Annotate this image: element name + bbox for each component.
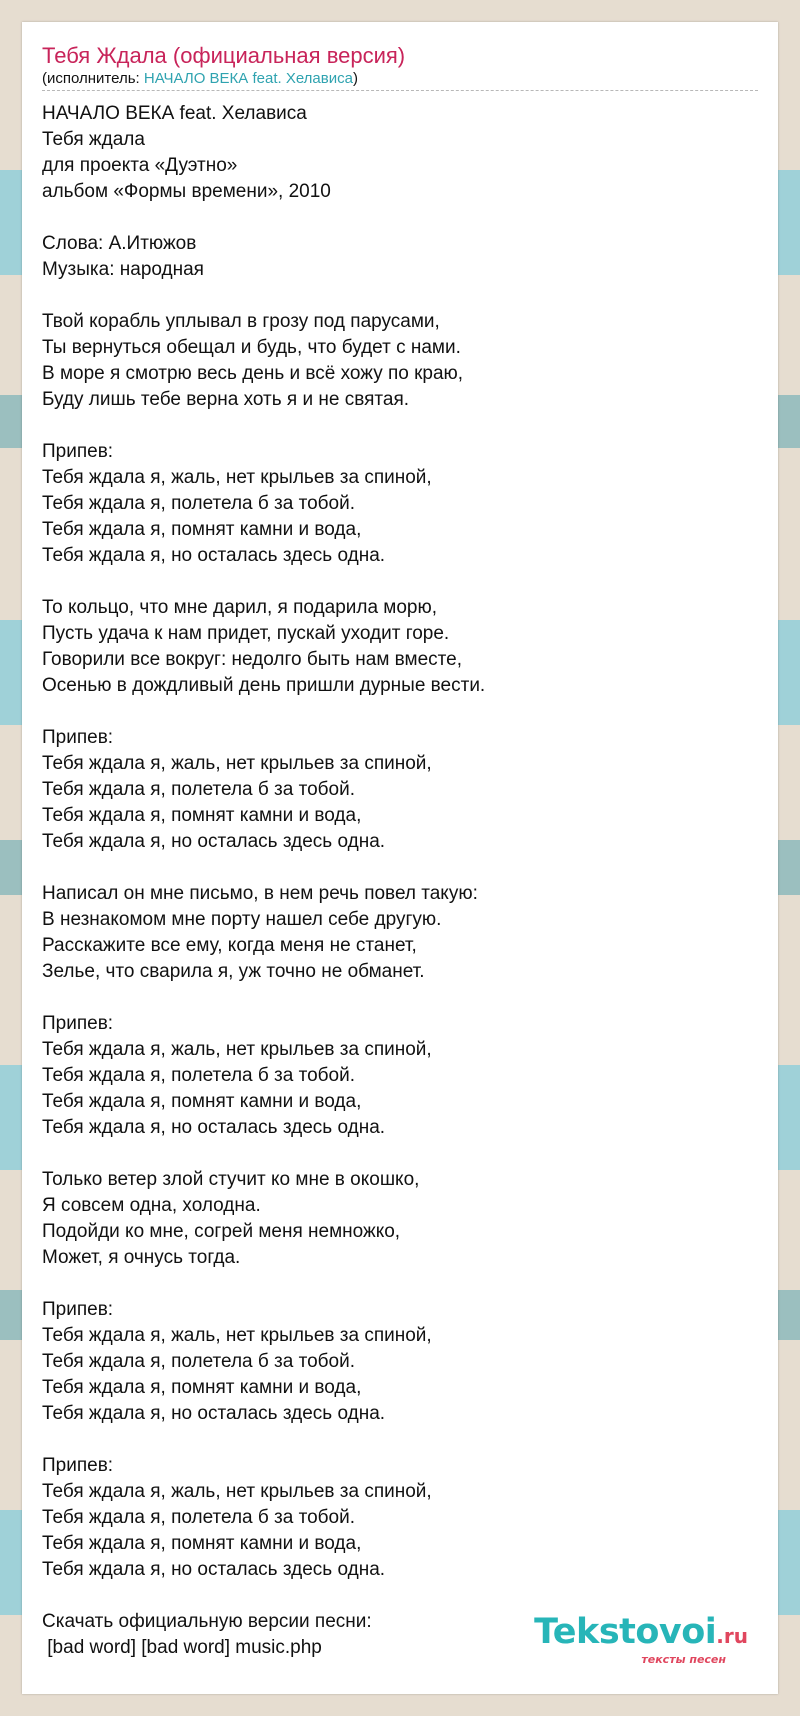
- lyrics-line: Тебя ждала я, жаль, нет крыльев за спиной,: [42, 1325, 432, 1346]
- page-title: Тебя Ждала (официальная версия): [42, 43, 406, 68]
- logo-wordmark: [528, 1614, 748, 1654]
- site-logo[interactable]: [528, 1614, 748, 1666]
- lyrics-line: Припев:: [42, 441, 114, 462]
- lyrics-line: То кольцо, что мне дарил, я подарила морю,: [42, 597, 438, 618]
- lyrics-line: Тебя ждала я, полетела б за тобой.: [42, 1351, 355, 1372]
- lyrics-line: Слова: А.Итюжов: [42, 233, 197, 254]
- lyrics-line: Твой корабль уплывал в грозу под парусами,: [42, 311, 440, 332]
- lyrics-line: альбом «Формы времени», 2010: [42, 181, 331, 202]
- lyrics-line: Тебя ждала я, жаль, нет крыльев за спиной,: [42, 753, 432, 774]
- lyrics-line: Тебя ждала я, помнят камни и вода,: [42, 805, 362, 826]
- lyrics-line: Припев:: [42, 1455, 114, 1476]
- lyrics-line: Тебя ждала я, жаль, нет крыльев за спиной,: [42, 1481, 432, 1502]
- lyrics-line: Тебя ждала я, жаль, нет крыльев за спиной,: [42, 467, 432, 488]
- lyrics-line: Тебя ждала: [42, 129, 145, 150]
- lyrics-line: Я совсем одна, холодна.: [42, 1195, 261, 1216]
- artist-link[interactable]: НАЧАЛО ВЕКА feat. Хелависа: [143, 70, 353, 87]
- lyrics-line: Пусть удача к нам придет, пускай уходит горе.: [42, 623, 450, 644]
- lyrics-line: Подойди ко мне, согрей меня немножко,: [42, 1221, 401, 1242]
- lyrics-blank-line: [42, 1427, 758, 1453]
- content: [42, 42, 758, 1661]
- lyrics-line: Только ветер злой стучит ко мне в окошко,: [42, 1169, 420, 1190]
- lyrics-card: [22, 22, 778, 1694]
- logo-tagline: тексты песен: [641, 1653, 726, 1666]
- lyrics-line: В незнакомом мне порту нашел себе другую.: [42, 909, 442, 930]
- lyrics-line: Припев:: [42, 727, 114, 748]
- lyrics-line: В море я смотрю весь день и всё хожу по краю,: [42, 363, 464, 384]
- lyrics-blank-line: [42, 1141, 758, 1167]
- lyrics-line: Тебя ждала я, жаль, нет крыльев за спиной,: [42, 1039, 432, 1060]
- lyrics-line: Осенью в дождливый день пришли дурные вести.: [42, 675, 486, 696]
- lyrics-line: Тебя ждала я, полетела б за тобой.: [42, 1065, 355, 1086]
- lyrics-text: [42, 101, 758, 1661]
- lyrics-line: Припев:: [42, 1013, 114, 1034]
- lyrics-line: Тебя ждала я, помнят камни и вода,: [42, 1377, 362, 1398]
- lyrics-line: НАЧАЛО ВЕКА feat. Хелависа: [42, 103, 307, 124]
- lyrics-line: Написал он мне письмо, в нем речь повел такую:: [42, 883, 478, 904]
- lyrics-line: Припев:: [42, 1299, 114, 1320]
- lyrics-line: Скачать официальную версии песни:: [42, 1611, 372, 1632]
- lyrics-line: Тебя ждала я, полетела б за тобой.: [42, 493, 355, 514]
- lyrics-line: Тебя ждала я, полетела б за тобой.: [42, 779, 355, 800]
- lyrics-line: Тебя ждала я, но осталась здесь одна.: [42, 1403, 386, 1424]
- lyrics-blank-line: [42, 855, 758, 881]
- lyrics-line: Тебя ждала я, помнят камни и вода,: [42, 1533, 362, 1554]
- lyrics-blank-line: [42, 413, 758, 439]
- lyrics-blank-line: [42, 1583, 758, 1609]
- lyrics-line: [bad word] [bad word] music.php: [42, 1637, 322, 1658]
- lyrics-line: Зелье, что сварила я, уж точно не обманет.: [42, 961, 425, 982]
- lyrics-line: Музыка: народная: [42, 259, 204, 280]
- artist-prefix: (исполнитель:: [42, 70, 144, 87]
- lyrics-line: Тебя ждала я, полетела б за тобой.: [42, 1507, 355, 1528]
- lyrics-line: Может, я очнусь тогда.: [42, 1247, 241, 1268]
- lyrics-line: Тебя ждала я, помнят камни и вода,: [42, 1091, 362, 1112]
- artist-line: [42, 70, 758, 91]
- lyrics-line: Расскажите все ему, когда меня не станет,: [42, 935, 417, 956]
- lyrics-line: Ты вернуться обещал и будь, что будет с нами.: [42, 337, 461, 358]
- lyrics-line: Говорили все вокруг: недолго быть нам вместе,: [42, 649, 463, 670]
- logo-main-text: Tekstovoi: [534, 1612, 717, 1652]
- lyrics-blank-line: [42, 1271, 758, 1297]
- lyrics-line: Буду лишь тебе верна хоть я и не святая.: [42, 389, 410, 410]
- lyrics-line: Тебя ждала я, но осталась здесь одна.: [42, 1117, 386, 1138]
- lyrics-blank-line: [42, 699, 758, 725]
- lyrics-line: Тебя ждала я, но осталась здесь одна.: [42, 545, 386, 566]
- lyrics-line: Тебя ждала я, помнят камни и вода,: [42, 519, 362, 540]
- logo-domain: .ru: [716, 1624, 748, 1648]
- lyrics-line: Тебя ждала я, но осталась здесь одна.: [42, 831, 386, 852]
- lyrics-line: для проекта «Дуэтно»: [42, 155, 238, 176]
- lyrics-blank-line: [42, 985, 758, 1011]
- lyrics-blank-line: [42, 569, 758, 595]
- lyrics-blank-line: [42, 283, 758, 309]
- lyrics-line: Тебя ждала я, но осталась здесь одна.: [42, 1559, 386, 1580]
- lyrics-blank-line: [42, 205, 758, 231]
- artist-suffix: ): [352, 70, 358, 87]
